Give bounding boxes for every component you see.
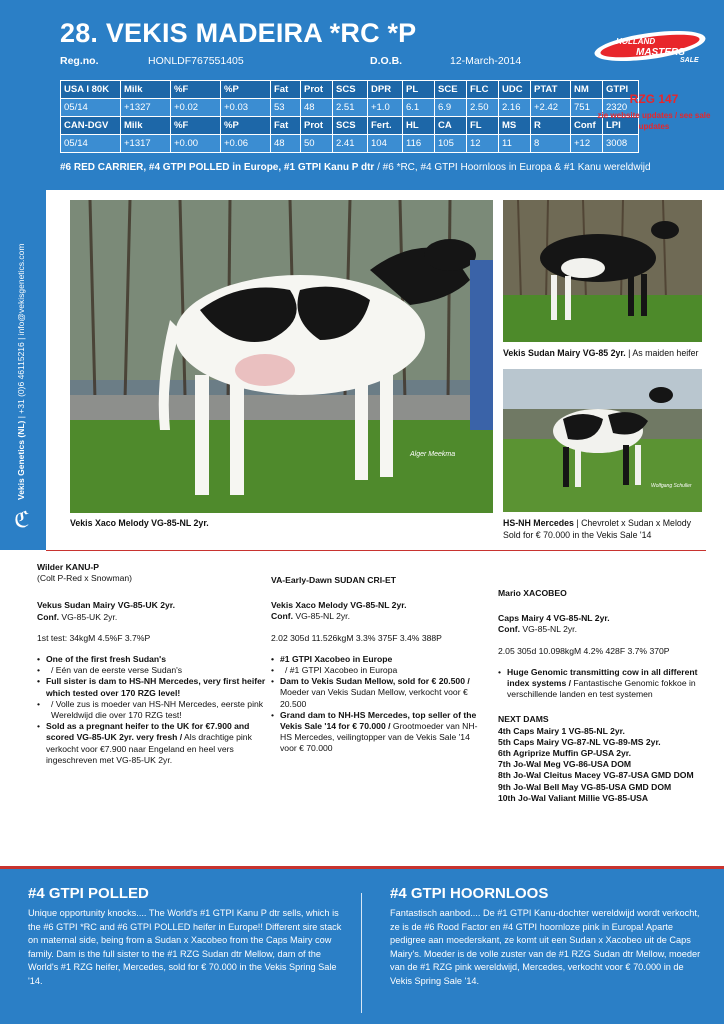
col3-conf: VG-85-NL 2yr. xyxy=(519,624,577,635)
col1-bullet-2: • Full sister is dam to HS-NH Mercedes, very first heifer which tested over 170 RZG level! xyxy=(37,676,267,698)
dob-label: D.O.B. xyxy=(370,55,403,67)
caption-r2-line2: Sold for € 70.000 in the Vekis Sale '14 xyxy=(503,530,652,540)
stats-cell: 11 xyxy=(499,135,531,153)
stats-cell: SCE xyxy=(435,81,467,99)
next-dam-item: 6th Agriprize Muffin GP-USA 2yr. xyxy=(498,748,632,759)
caption-main xyxy=(70,518,209,528)
stats-row xyxy=(61,81,639,99)
col3-sire: Mario XACOBEO xyxy=(498,588,567,598)
stats-cell: %P xyxy=(221,81,271,99)
stats-cell: PL xyxy=(403,81,435,99)
next-dam-item: 9th Jo-Wal Bell May VG-85-USA GMD DOM xyxy=(498,781,672,792)
stats-cell: +0.02 xyxy=(171,99,221,117)
stats-cell: MS xyxy=(499,117,531,135)
caption-main-text: Vekis Xaco Melody VG-85-NL 2yr. xyxy=(70,518,209,528)
stats-cell: 104 xyxy=(368,135,403,153)
stats-cell: FLC xyxy=(467,81,499,99)
col3-test: 2.05 305d 10.098kgM 4.2% 428F 3.7% 370P xyxy=(498,645,670,656)
stats-row xyxy=(61,135,639,153)
stats-cell: PTAT xyxy=(531,81,571,99)
col1-bullet-3: • Sold as a pregnant heifer to the UK for €7.900 and scored VG-85-UK 2yr. very fresh / Als drachtige pink verkocht voor €7.900 naar Engeland en heel vers ingeschreven met VG-85-UK 2yr. xyxy=(37,721,267,766)
stats-cell: +0.00 xyxy=(171,135,221,153)
stats-cell: +1317 xyxy=(121,135,171,153)
next-dams-title: NEXT DAMS xyxy=(498,714,549,725)
stats-cell: 116 xyxy=(403,135,435,153)
col1-conf-label: Conf. xyxy=(37,611,59,622)
stats-cell: 2320 xyxy=(603,99,639,117)
col2-bullet-3: • Grand dam to NH-HS Mercedes, top seller of the Vekis Sale '14 for € 70.000 / Grootmoeder van NH-HS Mercedes, veilingtopper van de Vekis Sale '14 voor € 70.000 xyxy=(271,710,486,755)
col3-conf-label: Conf. xyxy=(498,624,520,635)
stats-cell: FL xyxy=(467,117,499,135)
col1-sire-sub: (Colt P-Red x Snowman) xyxy=(37,573,133,584)
footer-separator xyxy=(361,893,362,1013)
caption-r2-bold: HS-NH Mercedes xyxy=(503,518,574,528)
next-dam-item: 5th Caps Mairy VG-87-NL VG-89-MS 2yr. xyxy=(498,736,661,747)
photo-credit-r2: Wolfgang Schuller xyxy=(651,483,692,489)
logo-line2: MASTERS xyxy=(636,47,685,58)
stats-cell: 53 xyxy=(271,99,301,117)
footer-right-body: Fantastisch aanbod.... De #1 GTPI Kanu-dochter wereldwijd wordt verkocht, ze is de #6 Rood Factor en #4 GTPI hoornloze pink in Europa! Aparte pedigree aan moederskant, ze komt uit een Sudan x Xacobeo uit de Caps Mairy's. Moeder is de volle zuster van de #1 RZG Sudan dtr Mellow, moeder van de #1 RZG pink wereldwijd, Mercedes, verkocht voor € 70.000 in de Vekis Spring Sale '14. xyxy=(390,908,701,986)
stats-cell: 751 xyxy=(571,99,603,117)
stats-cell: 6.1 xyxy=(403,99,435,117)
col1-dam: Vekus Sudan Mairy VG-85-UK 2yr. xyxy=(37,600,176,611)
col1-bullet-2-nl: • / Volle zus is moeder van HS-NH Mercedes, eerste pink Wereldwijd die over 170 RZG test! xyxy=(37,699,267,721)
caption-r2 xyxy=(503,518,691,528)
col2-dam: Vekis Xaco Melody VG-85-NL 2yr. xyxy=(271,600,407,611)
footer-right-title: #4 GTPI HOORNLOOS xyxy=(390,885,549,902)
stats-cell: 05/14 xyxy=(61,99,121,117)
col1-conf: VG-85-UK 2yr. xyxy=(58,611,118,622)
pedigree-col-granddam xyxy=(498,588,710,804)
next-dam-item: 7th Jo-Wal Meg VG-86-USA DOM xyxy=(498,759,632,770)
stats-row xyxy=(61,117,639,135)
stats-cell: 2.16 xyxy=(499,99,531,117)
stats-cell: CA xyxy=(435,117,467,135)
stats-cell: 48 xyxy=(271,135,301,153)
stats-cell: 2.41 xyxy=(333,135,368,153)
next-dam-item: 8th Jo-Wal Cleitus Macey VG-87-USA GMD DOM xyxy=(498,770,694,781)
holland-masters-sale-logo xyxy=(592,24,712,68)
col1-test: 1st test: 34kgM 4.5%F 3.7%P xyxy=(37,632,151,643)
lot-title: 28. VEKIS MADEIRA *RC *P xyxy=(60,18,417,48)
stats-cell: GTPI xyxy=(603,81,639,99)
stats-cell: 6.9 xyxy=(435,99,467,117)
stats-cell: +12 xyxy=(571,135,603,153)
stats-cell: 8 xyxy=(531,135,571,153)
dob-value: 12-March-2014 xyxy=(450,55,522,67)
col1-sire: Wilder KANU-P xyxy=(37,562,99,572)
next-dams-list xyxy=(498,726,710,804)
stats-cell: Fat xyxy=(271,81,301,99)
logo-line3: SALE xyxy=(680,57,699,64)
side-contact-details: | +31 (0)6 46115216 | info@vekisgenetics.com xyxy=(16,243,26,421)
caption-r1-normal: | As maiden heifer xyxy=(625,348,699,358)
stats-cell: Milk xyxy=(121,117,171,135)
stats-cell: +0.03 xyxy=(221,99,271,117)
next-dam-item: 10th Jo-Wal Valiant Millie VG-85-USA xyxy=(498,792,649,803)
stats-cell: Fert. xyxy=(368,117,403,135)
caption-r2-normal: | Chevrolet x Sudan x Melody xyxy=(573,518,692,528)
col2-bullet-1-nl: • / #1 GTPI Xacobeo in Europa xyxy=(271,665,486,676)
stats-cell: %F xyxy=(171,81,221,99)
stats-cell: %F xyxy=(171,117,221,135)
photo-credit-main: Alger Meekma xyxy=(410,451,456,458)
stats-cell: +1327 xyxy=(121,99,171,117)
col2-bullet-1: • #1 GTPI Xacobeo in Europe xyxy=(271,654,486,665)
stats-cell: +2.42 xyxy=(531,99,571,117)
stats-cell: 2.51 xyxy=(333,99,368,117)
side-company: Vekis Genetics (NL) xyxy=(16,420,26,500)
photo-vekis-xaco-melody xyxy=(70,200,493,513)
pedigree-col-maternal-sire xyxy=(271,575,486,755)
rzg-note: zie website updates / see sale updates xyxy=(597,111,711,131)
photo-vekis-sudan-mairy xyxy=(503,200,702,342)
stats-cell: USA I 80K xyxy=(61,81,121,99)
col1-bullet-1: • One of the first fresh Sudan's xyxy=(37,654,267,665)
stats-cell: SCS xyxy=(333,81,368,99)
col3-dam: Caps Mairy 4 VG-85-NL 2yr. xyxy=(498,613,610,624)
col2-conf: VG-85-NL 2yr. xyxy=(292,611,350,622)
stats-cell: DPR xyxy=(368,81,403,99)
section-divider xyxy=(46,550,706,551)
headline-bold: #6 RED CARRIER, #4 GTPI POLLED in Europe, #1 GTPI Kanu P dtr xyxy=(60,162,375,173)
logo-line1: HOLLAND xyxy=(616,37,656,46)
stats-cell: NM xyxy=(571,81,603,99)
stats-cell: CAN-DGV xyxy=(61,117,121,135)
vekis-mark-icon: ℭ xyxy=(14,508,30,533)
col2-bullet-2: • Dam to Vekis Sudan Mellow, sold for € 20.500 / Moeder van Vekis Sudan Mellow, verkocht voor € 20.500 xyxy=(271,676,486,710)
stats-cell: 48 xyxy=(301,99,333,117)
reg-label: Reg.no. xyxy=(60,55,99,67)
next-dam-item: 4th Caps Mairy 1 VG-85-NL 2yr. xyxy=(498,725,625,736)
col3-bullet-1: • Huge Genomic transmitting cow in all different index systems / Fantastische Genomic fokkoe in verschillende landen en test systemen xyxy=(498,667,710,701)
stats-cell: R xyxy=(531,117,571,135)
caption-r1-bold: Vekis Sudan Mairy VG-85 2yr. xyxy=(503,348,626,358)
stats-cell: 05/14 xyxy=(61,135,121,153)
stats-cell: SCS xyxy=(333,117,368,135)
stats-cell: Fat xyxy=(271,117,301,135)
footer-band xyxy=(0,869,724,1024)
stats-cell: Milk xyxy=(121,81,171,99)
stats-cell: Prot xyxy=(301,117,333,135)
stats-cell: 105 xyxy=(435,135,467,153)
col2-test: 2.02 305d 11.526kgM 3.3% 375F 3.4% 388P xyxy=(271,632,442,643)
stats-cell: %P xyxy=(221,117,271,135)
pedigree-col-sire xyxy=(37,562,267,766)
col2-sire: VA-Early-Dawn SUDAN CRI-ET xyxy=(271,575,396,585)
stats-cell: 50 xyxy=(301,135,333,153)
stats-cell: 2.50 xyxy=(467,99,499,117)
reg-value: HONLDF767551405 xyxy=(148,55,244,67)
stats-cell: +0.06 xyxy=(221,135,271,153)
stats-cell: Prot xyxy=(301,81,333,99)
stats-cell: HL xyxy=(403,117,435,135)
rzg-box xyxy=(594,92,714,132)
rzg-value: RZG 147 xyxy=(629,92,679,106)
stats-cell: Conf xyxy=(571,117,603,135)
headline xyxy=(60,162,651,173)
headline-normal: / #6 *RC, #4 GTPI Hoornloos in Europa & #1 Kanu wereldwijd xyxy=(374,162,651,173)
stats-cell: 3008 xyxy=(603,135,639,153)
stats-cell: UDC xyxy=(499,81,531,99)
stats-cell: 12 xyxy=(467,135,499,153)
photo-hs-nh-mercedes xyxy=(503,369,702,512)
footer-left-body: Unique opportunity knocks.... The World's #1 GTPI Kanu P dtr sells, which is the #6 GTPI *RC and #6 GTPI POLLED heifer in Europe!! Different sire stack on maternal side, being from a Sudan x Xacobeo from the Caps Mairy cow family. Dam is the full sister to the #1 RZG Sudan dtr Mellow, dam of the World's #1 RZG heifer, Mercedes, sold for € 70.000 in the Vekis Spring Sale '14. xyxy=(28,908,342,986)
stats-row xyxy=(61,99,639,117)
stats-cell: LPI xyxy=(603,117,639,135)
stats-table xyxy=(60,80,639,153)
col1-bullet-1-nl: • / Eén van de eerste verse Sudan's xyxy=(37,665,267,676)
caption-r1 xyxy=(503,348,698,358)
stats-cell: +1.0 xyxy=(368,99,403,117)
footer-left-title: #4 GTPI POLLED xyxy=(28,885,149,902)
col2-conf-label: Conf. xyxy=(271,611,293,622)
side-contact xyxy=(16,244,26,500)
